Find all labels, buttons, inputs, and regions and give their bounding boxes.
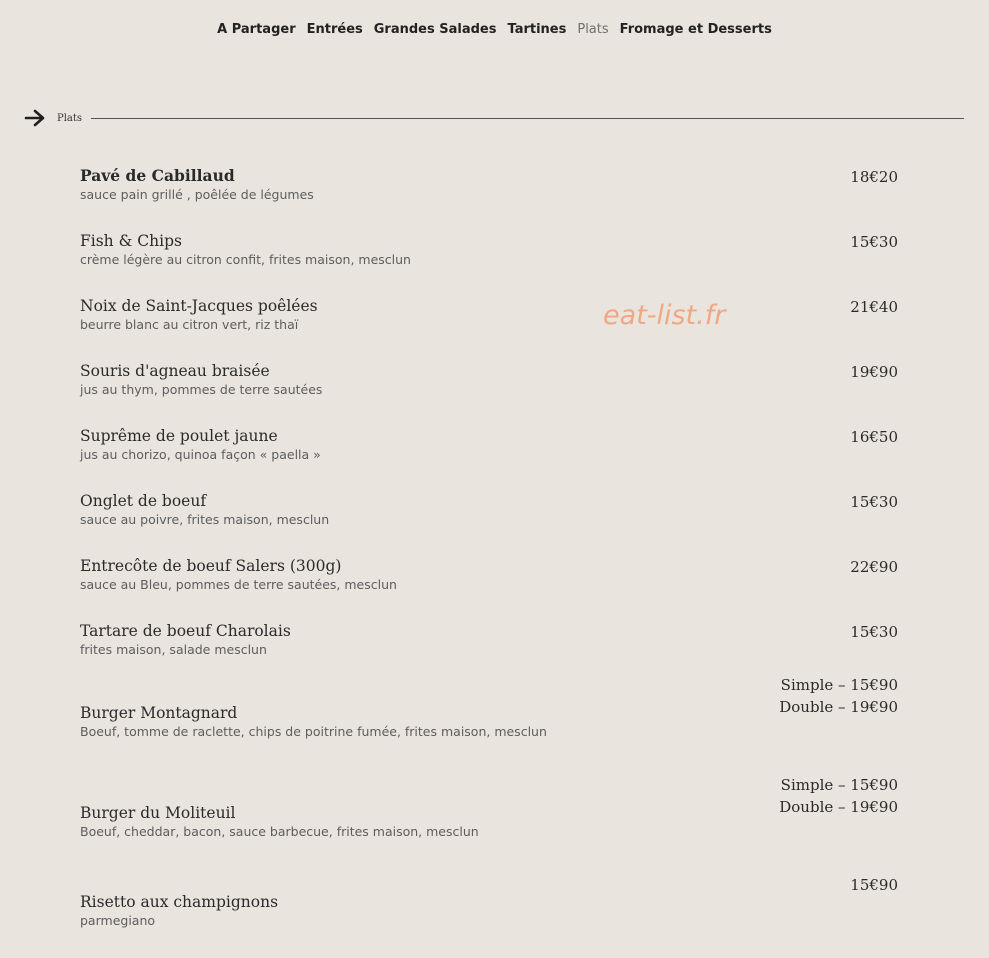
dish-price [850, 621, 898, 643]
menu-item [80, 166, 900, 204]
dish-description: jus au thym, pommes de terre sautées [80, 382, 323, 397]
nav-fromage-et-desserts[interactable]: Fromage et Desserts [619, 22, 772, 37]
price-line: 22€90 [850, 558, 898, 576]
dish-price [850, 874, 898, 896]
menu-item [80, 231, 900, 269]
dish-price [850, 556, 898, 578]
nav-grandes-salades[interactable]: Grandes Salades [373, 22, 497, 37]
nav-entrees[interactable]: Entrées [306, 22, 363, 37]
section-header [24, 108, 964, 128]
price-line: 16€50 [850, 428, 898, 446]
menu-item [80, 491, 900, 529]
menu-item [80, 556, 900, 594]
price-line: 19€90 [850, 363, 898, 381]
price-line: Double – 19€90 [779, 698, 898, 716]
dish-description: Boeuf, cheddar, bacon, sauce barbecue, frites maison, mesclun [80, 824, 479, 839]
dish-name: Burger Montagnard [80, 704, 238, 722]
menu-item [80, 621, 900, 659]
nav-plats[interactable]: Plats [577, 22, 609, 37]
dish-description: beurre blanc au citron vert, riz thaï [80, 317, 299, 332]
section-divider [91, 118, 964, 119]
price-line: Simple – 15€90 [780, 676, 898, 694]
price-line: Double – 19€90 [779, 798, 898, 816]
price-line: 21€40 [850, 298, 898, 316]
dish-name: Fish & Chips [80, 232, 182, 250]
menu-item [80, 892, 900, 930]
dish-name: Onglet de boeuf [80, 492, 207, 510]
price-line: 15€30 [850, 493, 898, 511]
dish-price [779, 774, 898, 818]
dish-description: sauce pain grillé , poêlée de légumes [80, 187, 314, 202]
menu-item [80, 426, 900, 464]
dish-description: jus au chorizo, quinoa façon « paella » [80, 447, 321, 462]
price-line: 18€20 [850, 168, 898, 186]
arrow-right-icon [24, 108, 48, 128]
dish-description: sauce au Bleu, pommes de terre sautées, mesclun [80, 577, 397, 592]
dish-price [850, 296, 898, 318]
menu-item [80, 803, 900, 841]
dish-price [779, 674, 898, 718]
dish-price [850, 166, 898, 188]
dish-name: Burger du Moliteuil [80, 804, 236, 822]
dish-name: Entrecôte de boeuf Salers (300g) [80, 557, 342, 575]
dish-price [850, 426, 898, 448]
dish-name: Tartare de boeuf Charolais [80, 622, 291, 640]
price-line: Simple – 15€90 [780, 776, 898, 794]
dish-name: Pavé de Cabillaud [80, 166, 235, 185]
dish-name: Risetto aux champignons [80, 893, 279, 911]
nav-a-partager[interactable]: A Partager [217, 22, 296, 37]
price-line: 15€90 [850, 876, 898, 894]
dish-description: sauce au poivre, frites maison, mesclun [80, 512, 330, 527]
menu-item [80, 296, 900, 334]
dish-price [850, 231, 898, 253]
dish-price [850, 361, 898, 383]
category-nav [0, 22, 989, 37]
dish-name: Noix de Saint-Jacques poêlées [80, 297, 318, 315]
dish-description: parmegiano [80, 913, 156, 928]
menu-item [80, 361, 900, 399]
section-title: Plats [57, 112, 83, 124]
watermark: eat-list.fr [603, 300, 726, 331]
dish-name: Suprême de poulet jaune [80, 427, 278, 445]
dish-description: frites maison, salade mesclun [80, 642, 267, 657]
price-line: 15€30 [850, 623, 898, 641]
dish-description: Boeuf, tomme de raclette, chips de poitrine fumée, frites maison, mesclun [80, 724, 547, 739]
menu-item [80, 703, 900, 741]
dish-description: crème légère au citron confit, frites maison, mesclun [80, 252, 411, 267]
nav-tartines[interactable]: Tartines [507, 22, 567, 37]
dish-price [850, 491, 898, 513]
price-line: 15€30 [850, 233, 898, 251]
dish-name: Souris d'agneau braisée [80, 362, 270, 380]
